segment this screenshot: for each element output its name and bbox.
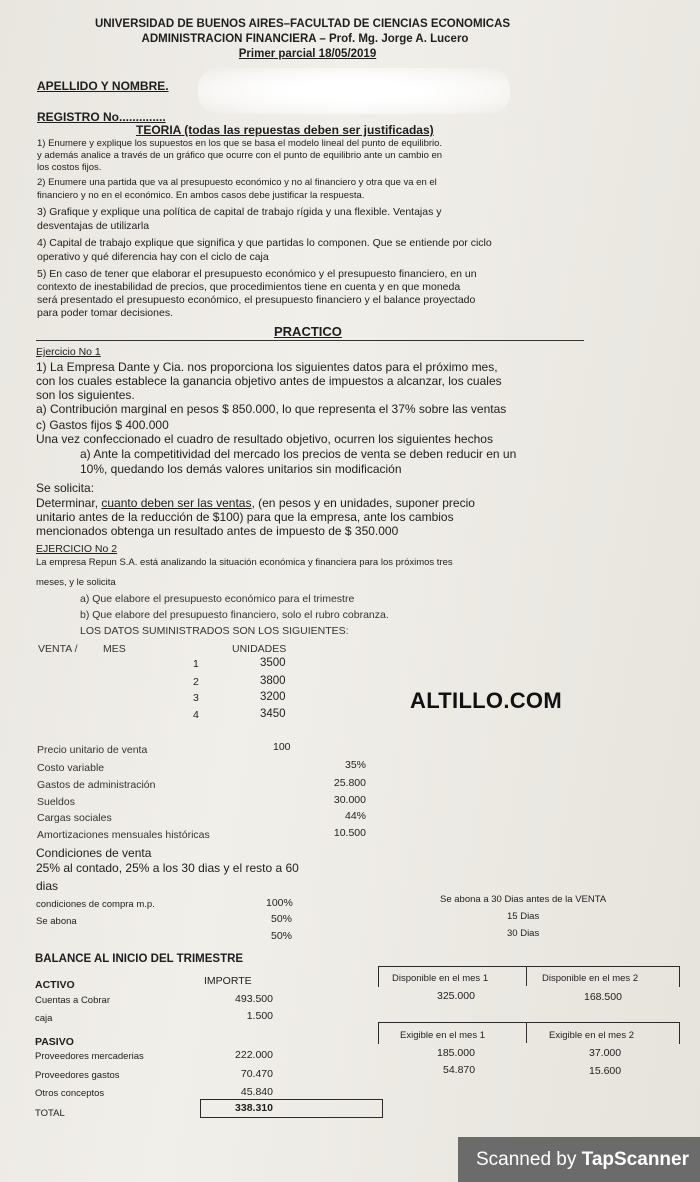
teoria-line: 5) En caso de tener que elaborar el presupuesto económico y el presupuesto financiero, en un [37,268,477,280]
total-label: TOTAL [35,1108,65,1119]
ej2-line: LOS DATOS SUMINISTRADOS SON LOS SIGUIENTES: [80,625,349,637]
pasivo-item-label: Proveedores mercaderias [35,1051,144,1062]
ej1-line: a) Contribución marginal en pesos $ 850.000, lo que representa el 37% sobre las ventas [36,402,507,416]
ej2-title: EJERCICIO No 2 [36,543,118,555]
activo-label: ACTIVO [35,979,75,991]
ventas-unidades: 3200 [260,691,286,703]
ej1-line: son los siguientes. [36,388,135,402]
activo-item-value: 1.500 [246,1010,273,1022]
exigible-m2-label: Exigible en el mes 2 [549,1030,635,1041]
pasivo-item-value: 45.840 [240,1086,273,1098]
importe-label: IMPORTE [204,975,252,987]
teoria-line: 3) Grafique y explique una política de capital de trabajo rígida y una flexible. Ventajas y [37,206,442,218]
exigible-m2-value: 37.000 [589,1047,622,1059]
pasivo-item-value: 70.470 [240,1068,273,1080]
ej2-line: a) Que elabore el presupuesto económico para el trimestre [80,593,355,605]
altillo-watermark: ALTILLO.COM [410,688,562,713]
ej1-determinar [36,497,475,511]
ej1-line: c) Gastos fijos $ 400.000 [36,418,169,432]
pasivo-item-value: 222.000 [235,1049,273,1061]
ej1-determinar-text: , (en pesos y en unidades, suponer precio [251,496,475,510]
box-divider [526,966,527,986]
ej1-line: a) Ante la competitividad del mercado los precios de venta se deben reducir en un [80,447,517,461]
costo-label: Amortizaciones mensuales históricas [37,829,210,841]
abona-note: Se abona a 30 Dias antes de la VENTA [440,894,607,905]
disponible-m2-label: Disponible en el mes 2 [542,973,639,984]
disponible-m2-value: 168.500 [584,991,622,1003]
teoria-line: desventajas de utilizarla [37,220,150,232]
abona-label: Se abona [36,916,77,927]
pasivo-item-label: Proveedores gastos [35,1070,120,1081]
teoria-line: operativo y qué diferencia hay con el ciclo de caja [37,251,269,263]
precio-label: Precio unitario de venta [37,744,148,756]
ej1-line: con los cuales establece la ganancia objetivo antes de impuestos a alcanzar, los cuales [36,374,502,388]
total-value: 338.310 [235,1102,273,1114]
scanner-prefix: Scanned by [476,1149,582,1170]
teoria-line: y además analice a través de un gráfico que ocurre con el punto de equilibrio ante un cambio en [37,150,443,161]
ventas-mes: 1 [193,658,199,670]
costo-label: Cargas sociales [37,812,112,824]
condiciones-line: 25% al contado, 25% a los 30 dias y el resto a 60 [36,861,299,875]
ej1-title: Ejercicio No 1 [36,346,101,358]
costo-value: 30.000 [333,794,366,806]
ventas-header-venta: VENTA / [38,643,78,655]
ej1-line: unitario antes de la reducción de $100) para que la empresa, ante los cambios [36,510,454,524]
teoria-line: 1) Enumere y explique los supuestos en los que se basa el modelo lineal del punto de equilibrio. [37,138,443,149]
abona-note: 30 Dias [507,928,540,939]
compra-label: condiciones de compra m.p. [36,899,155,910]
ventas-unidades: 3800 [260,675,286,687]
teoria-line: contexto de inestabilidad de precios, que procedimientos tiene en cuenta y en que moneda [37,281,461,293]
scanner-brand: TapScanner [581,1149,689,1170]
teoria-line: será presentado el presupuesto económico, el presupuesto financiero y el balance proyectado [37,294,476,306]
abona-value: 50% [271,930,293,942]
ventas-unidades: 3450 [260,708,286,720]
divider [36,340,584,341]
teoria-line: 2) Enumere una partida que va al presupuesto económico y no al financiero y otra que va en el [37,177,437,188]
exam-date: Primer parcial 18/05/2019 [238,48,377,60]
activo-item-value: 493.500 [235,993,273,1005]
costo-label: Sueldos [37,796,75,808]
redacted-name [198,68,510,114]
compra-value: 100% [266,897,293,909]
box-divider [526,1022,527,1043]
precio-value: 100 [273,741,291,753]
ej1-line: mencionados obtenga un resultado antes de impuesto de $ 350.000 [36,524,399,538]
ventas-unidades: 3500 [260,657,286,669]
costo-label: Costo variable [37,762,105,774]
abona-value: 50% [271,913,293,925]
activo-item-label: Cuentas a Cobrar [35,995,110,1006]
costo-value: 44% [344,810,366,822]
teoria-title: TEORIA (todas las repuestas deben ser justificadas) [136,123,434,137]
pasivo-item-label: Otros conceptos [35,1088,105,1099]
university-header: UNIVERSIDAD DE BUENOS AIRES–FACULTAD DE CIENCIAS ECONOMICAS [94,18,511,30]
ej1-line: 10%, quedando los demás valores unitarios sin modificación [80,462,402,476]
condiciones-title: Condiciones de venta [36,846,152,860]
disponible-m1-label: Disponible en el mes 1 [392,973,489,984]
ej1-line: Se solicita: [36,481,95,495]
ej2-line: La empresa Repun S.A. está analizando la situación económica y financiera para los próximos tres [36,557,453,568]
disponible-m1-value: 325.000 [437,990,475,1002]
costo-value: 35% [344,759,366,771]
course-header: ADMINISTRACION FINANCIERA – Prof. Mg. Jorge A. Lucero [141,33,469,45]
teoria-line: financiero y no en el económico. En ambos casos debe justificar la respuesta. [37,190,365,201]
teoria-line: 4) Capital de trabajo explique que significa y que partidas lo componen. Que se entiende por ciclo [37,237,492,249]
name-field-label: APELLIDO Y NOMBRE. [37,79,169,93]
registro-field-label: REGISTRO No.............. [37,110,166,124]
ej1-determinar-underlined: cuanto deben ser las ventas [101,496,252,510]
practico-title: PRACTICO [274,324,342,339]
condiciones-line: dias [36,879,59,893]
costo-value: 10.500 [333,827,366,839]
ej1-line: Una vez confeccionado el cuadro de resultado objetivo, ocurren los siguientes hechos [36,432,493,446]
exigible-m1-label: Exigible en el mes 1 [400,1030,486,1041]
ej1-line: 1) La Empresa Dante y Cia. nos proporciona los siguientes datos para el próximo mes, [36,360,498,374]
ventas-mes: 2 [193,676,199,688]
teoria-line: para poder tomar decisiones. [37,307,173,319]
abona-note: 15 Dias [507,911,540,922]
pasivo-label: PASIVO [35,1036,74,1048]
ej2-line: meses, y le solicita [36,577,116,588]
exigible-m2-value: 15.600 [589,1065,622,1077]
teoria-line: los costos fijos. [37,162,102,173]
exigible-m1-value: 185.000 [437,1047,475,1059]
balance-title: BALANCE AL INICIO DEL TRIMESTRE [35,953,244,965]
costo-label: Gastos de administración [37,779,156,791]
ej2-line: b) Que elabore del presupuesto financiero, solo el rubro cobranza. [80,609,389,621]
ventas-mes: 4 [193,709,199,721]
ej1-determinar-text: Determinar, [36,496,102,510]
ventas-header-unidades: UNIDADES [232,643,287,655]
scanner-banner [458,1137,700,1182]
costo-value: 25.800 [333,777,366,789]
activo-item-label: caja [35,1013,53,1024]
ventas-mes: 3 [193,692,199,704]
exigible-m1-value: 54.870 [443,1064,476,1076]
ventas-header-mes: MES [103,643,126,655]
